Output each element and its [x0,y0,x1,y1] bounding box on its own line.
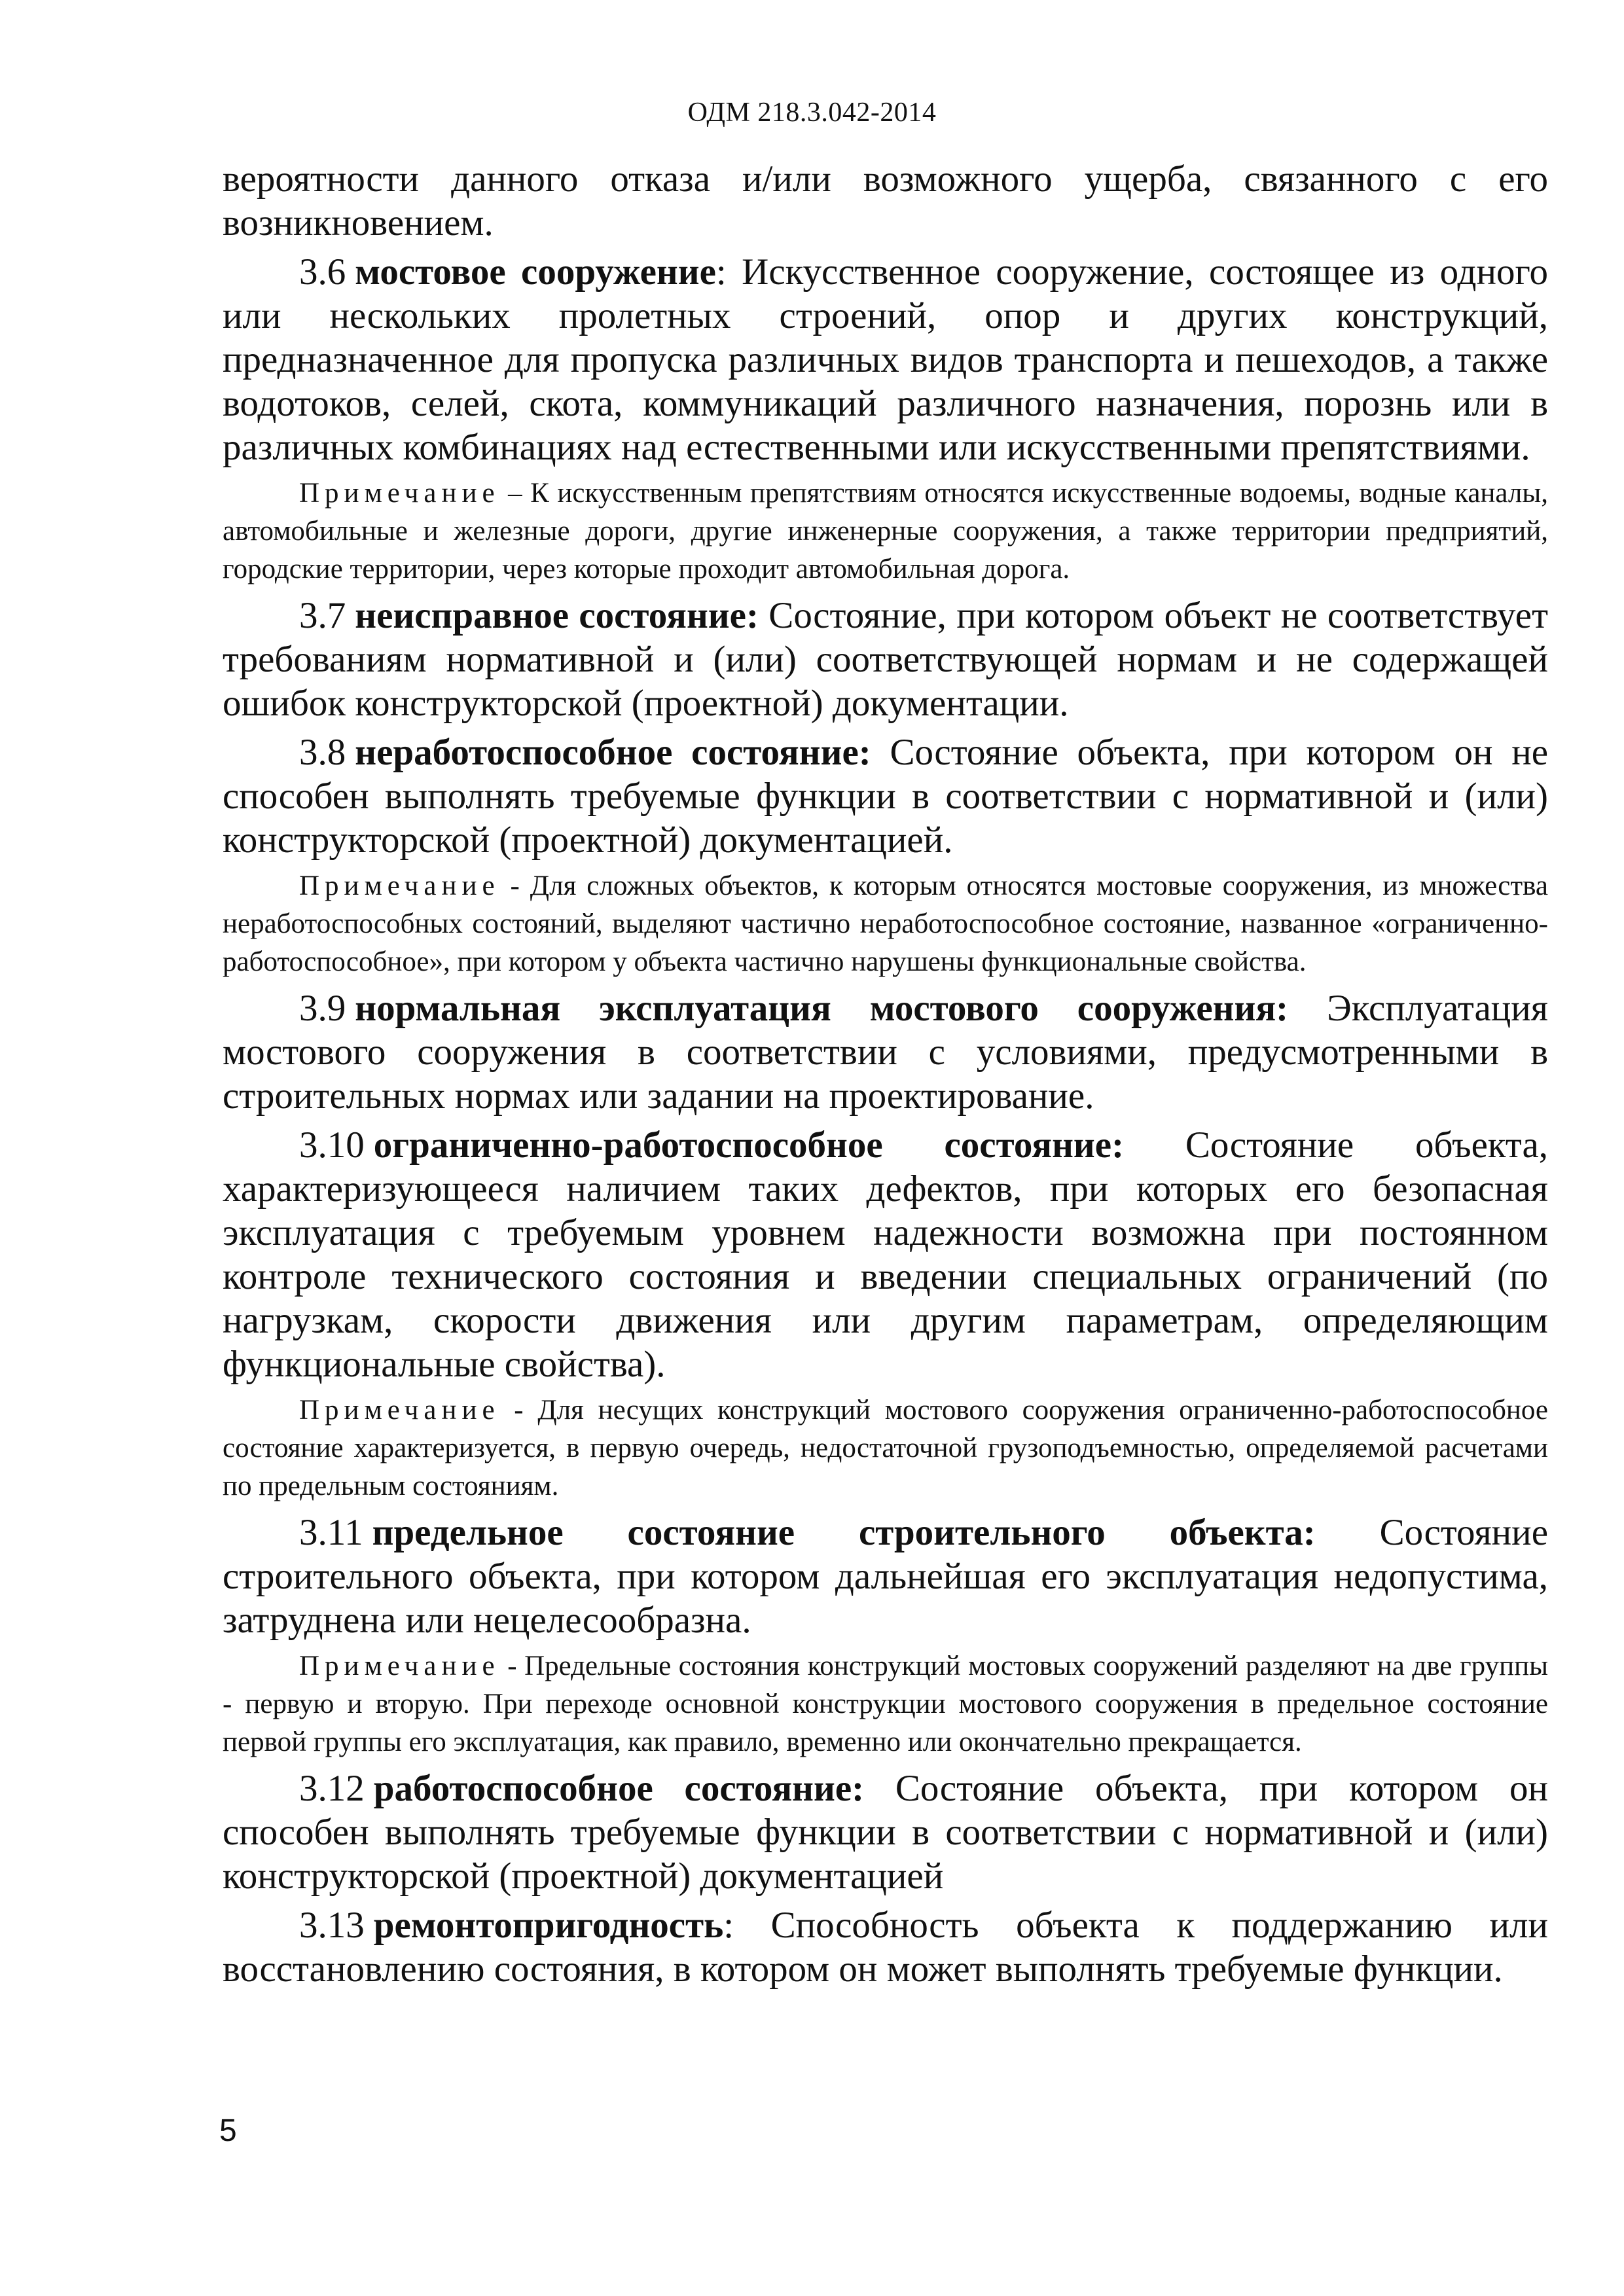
term-title: предельное состояние строительного объекта: [372,1512,1316,1553]
term-title: ремонтопригодность [373,1905,724,1946]
term-title: нормальная эксплуатация мостового сооружения: [355,988,1289,1029]
term-number: 3.10 [299,1124,365,1166]
term-title: неработоспособное состояние: [355,732,871,773]
term-number: 3.8 [299,732,346,773]
note-label: Примечание [299,870,500,901]
term-title: мостовое сооружение [355,251,716,293]
term-separator: : [723,1905,734,1946]
term-number: 3.11 [299,1512,363,1553]
term-number: 3.12 [299,1768,365,1809]
term-3-10 [223,1123,1548,1386]
note-3-11 [223,1647,1548,1761]
term-definition: Эксплуатация мостового сооружения в соответствии с условиями, предусмотренными в строительных нормах или задании на проектирование. [223,988,1548,1117]
term-title: ограниченно-работоспособное состояние: [373,1124,1125,1166]
note-text: - Предельные состояния конструкций мостовых сооружений разделяют на две группы - первую и вторую. При переходе основной конструкции мостового сооружения в предельное состояние первой группы его эксплуатация, как правило, временно или окончательно прекращается. [223,1651,1548,1757]
document-code-header: ОДМ 218.3.042-2014 [687,98,937,128]
note-text: – К искусственным препятствиям относятся искусственные водоемы, водные каналы, автомобильные и железные дороги, другие инженерные сооружения, а также территории предприятий, городские территории, через которые проходит автомобильная дорога. [223,478,1548,584]
term-definition: Состояние строительного объекта, при котором дальнейшая его эксплуатация недопустима, затруднена или нецелесообразна. [223,1512,1548,1641]
term-3-12 [223,1767,1548,1898]
term-definition: Состояние объекта, при котором он не способен выполнять требуемые функции в соответствии с нормативной и (или) конструкторской (проектной) документацией. [223,732,1548,861]
note-label: Примечание [299,1395,500,1426]
term-number: 3.6 [299,251,346,293]
document-body [223,157,1548,1996]
term-definition: Состояние объекта, при котором он способен выполнять требуемые функции в соответствии с нормативной и (или) конструкторской (проектной) документацией [223,1768,1548,1897]
note-3-10 [223,1391,1548,1505]
note-text: - Для сложных объектов, к которым относятся мостовые сооружения, из множества неработоспособных состояний, выделяют частично неработоспособное состояние, названное «ограниченно-работоспособное», при котором у объекта частично нарушены функциональные свойства. [223,870,1548,977]
term-3-7 [223,594,1548,725]
note-3-6 [223,475,1548,588]
term-definition: Способность объекта к поддержанию или восстановлению состояния, в котором он может выполнять требуемые функции. [223,1905,1548,1990]
term-number: 3.9 [299,988,346,1029]
note-text: - Для несущих конструкций мостового сооружения ограниченно-работоспособное состояние характеризуется, в первую очередь, недостаточной грузоподъемностью, определяемой расчетами по предельным состояниям. [223,1395,1548,1501]
term-number: 3.13 [299,1905,365,1946]
term-number: 3.7 [299,595,346,636]
note-label: Примечание [299,1651,500,1681]
note-label: Примечание [299,478,500,509]
term-definition: Состояние, при котором объект не соответствует требованиям нормативной и (или) соответствующей нормам и не содержащей ошибок конструкторской (проектной) документации. [223,595,1548,724]
page-number: 5 [219,2113,237,2148]
note-3-8 [223,867,1548,981]
term-title: неисправное состояние: [355,595,759,636]
term-3-8 [223,730,1548,862]
term-definition: Искусственное сооружение, состоящее из одного или нескольких пролетных строений, опор и других конструкций, предназначенное для пропуска различных видов транспорта и пешеходов, а также водотоков, селей, скота, коммуникаций различного назначения, порознь или в различных комбинациях над естественными или искусственными препятствиями. [223,251,1548,468]
intro-paragraph: вероятности данного отказа и/или возможного ущерба, связанного с его возникновением. [223,158,1548,243]
term-3-11 [223,1511,1548,1642]
term-3-13 [223,1903,1548,1991]
term-definition: Состояние объекта, характеризующееся наличием таких дефектов, при которых его безопасная эксплуатация с требуемым уровнем надежности возможна при постоянном контроле технического состояния и введении специальных ограничений (по нагрузкам, скорости движения или другим параметрам, определяющим функциональные свойства). [223,1124,1548,1385]
term-3-6 [223,250,1548,469]
term-3-9 [223,986,1548,1118]
term-separator: : [715,251,727,293]
term-title: работоспособное состояние: [373,1768,865,1809]
